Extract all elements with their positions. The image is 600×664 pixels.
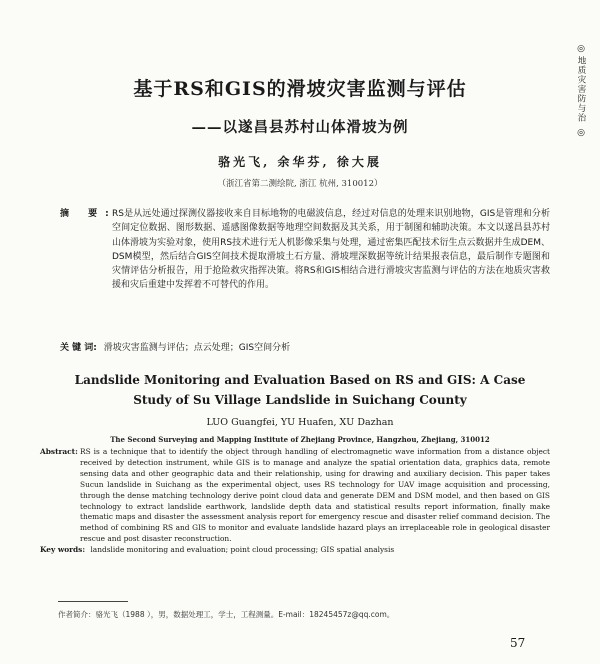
abstract-chinese-text: RS是从远处通过探测仪器接收来自目标地物的电磁波信息，经过对信息的处理来识别地物，GIS是管理和分析空间定位数据、图形数据、遥感图像数据等地理空间数据及其关系，用于制图和辅助决策。本文以遂昌县苏村山体滑坡为实验对象，使用RS技术进行无人机影像采集与处理，通过密集匹配技术衍生点云数据并生成DEM、DSM模型，然后结合GIS空间技术提取滑坡土石方量、滑坡埋深数据等统计结果报表信息，最后制作专题图和灾情评估分析报告，用于抢险救灾指挥决策。将RS和GIS相结合进行滑坡灾害监测与评估的方法在地质灾害救援和灾后重建中发挥着不可替代的作用。 — [112, 209, 550, 291]
authors-english: LUO Guangfei, YU Huafen, XU Dazhan — [206, 417, 394, 428]
abstract-english — [40, 447, 550, 545]
keywords-english — [40, 545, 550, 554]
keywords-chinese-label: 关 键 词: — [60, 343, 97, 353]
abstract-english-label: Abstract: — [40, 447, 78, 456]
authors-chinese: 骆光飞, 余华芬, 徐大展 — [218, 155, 382, 169]
journal-name-vertical: 地质灾害防与治 — [576, 56, 586, 123]
keywords-chinese-text: 滑坡灾害监测与评估；点云处理；GIS空间分析 — [103, 343, 291, 353]
journal-mark-bottom: ◎ — [577, 127, 585, 138]
title-english: Landslide Monitoring and Evaluation Based on RS and GIS: A Case Study of Su Village Landslide in Suichang County — [74, 373, 526, 407]
affiliation-english: The Second Surveying and Mapping Institute of Zhejiang Province, Hangzhou, Zhejiang, 310012 — [110, 435, 490, 444]
abstract-english-text: RS is a technique that to identify the object through handling of electromagnetic wave information from a distance object received by detection instrument, while GIS is to manage and analyze the spatial orientation data, graphics data, remote sensing data and other geographic data and their relationship, using for drawing and auxiliary decision. This paper takes Sucun landslide in Suichang as the experimental object, uses RS technology for UAV image acquisition and processing, through the dense matching technology derive point cloud data and generate DEM and DSM model, and then based on GIS technology to extract landslide earthwork, landslide depth data and statistical results report information, finally make thematic maps and disaster the assessment analysis report for emergency rescue and disaster relief command decision. The method of combining RS and GIS to monitor and evaluate landslide hazard plays an irreplaceable role in geological disaster rescue and post disaster reconstruction. — [80, 447, 550, 544]
journal-side-label — [574, 44, 588, 138]
keywords-chinese — [60, 340, 550, 353]
keywords-english-text: landslide monitoring and evaluation; point cloud processing; GIS spatial analysis — [90, 545, 395, 554]
abstract-chinese-label: 摘 要: — [60, 209, 117, 219]
footnote-divider — [58, 601, 128, 602]
journal-mark-top: ◎ — [577, 44, 585, 54]
page-number: 57 — [510, 636, 526, 650]
subtitle-chinese: ——以遂昌县苏村山体滑坡为例 — [191, 119, 409, 136]
affiliation-chinese: （浙江省第二测绘院, 浙江 杭州, 310012） — [217, 179, 383, 189]
title-chinese: 基于RS和GIS的滑坡灾害监测与评估 — [133, 78, 467, 100]
abstract-chinese — [60, 207, 550, 293]
keywords-english-label: Key words: — [40, 545, 86, 554]
author-footnote: 作者简介：骆光飞（1988 ），男，数据处理工，学士，工程测量。E-mail：18245457z@qq.com。 — [58, 610, 395, 619]
